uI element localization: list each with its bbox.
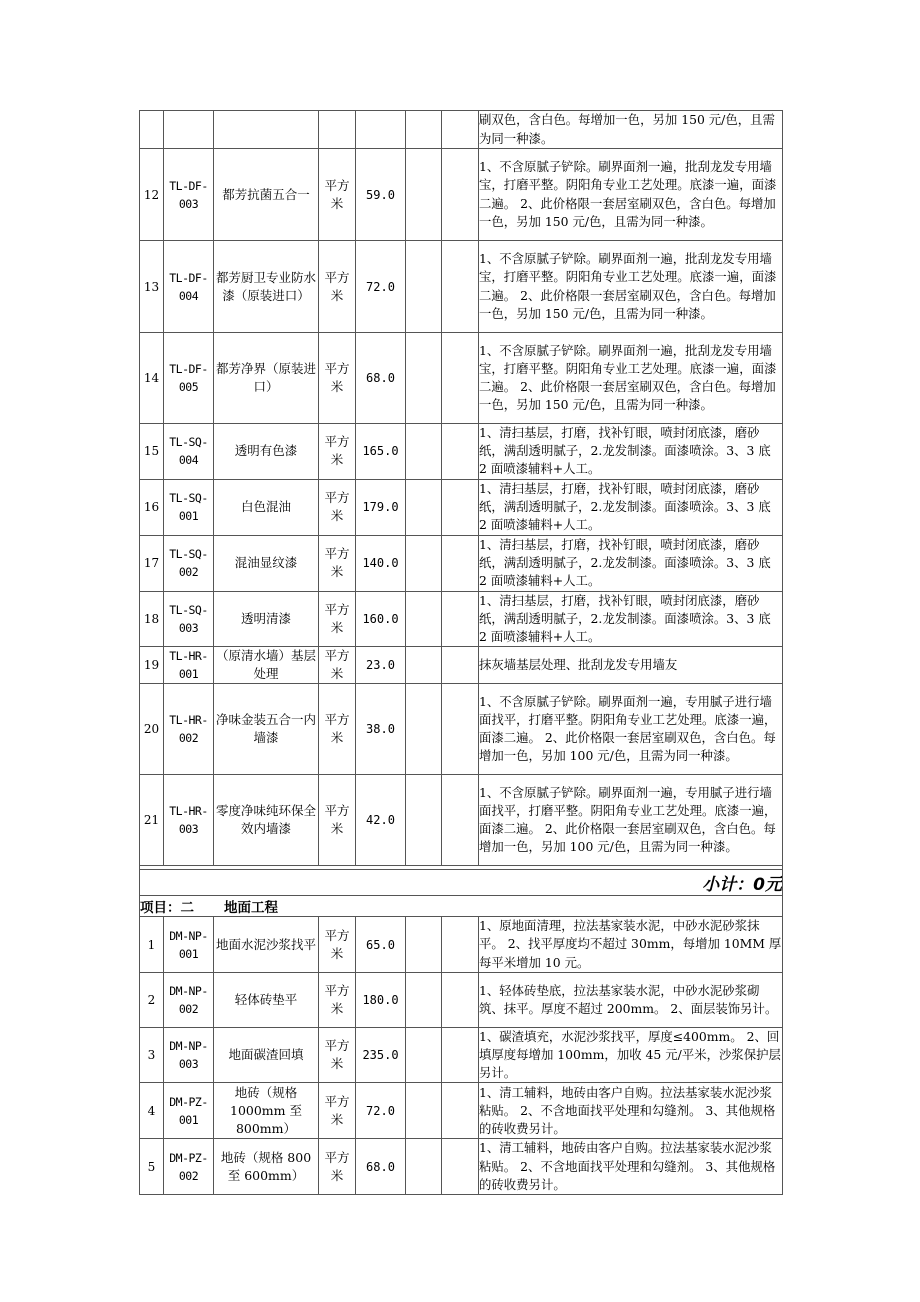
item-code: TL-HR-003	[164, 775, 214, 866]
item-name: 都芳抗菌五合一	[214, 149, 319, 241]
item-unit: 平方米	[319, 647, 356, 684]
item-code: TL-DF-004	[164, 241, 214, 333]
blank-cell	[442, 241, 479, 333]
item-price: 68.0	[356, 333, 406, 424]
item-code: TL-SQ-002	[164, 535, 214, 591]
blank-cell	[406, 775, 442, 866]
item-name: 地砖（规格 800 至 600mm）	[214, 1139, 319, 1195]
item-number: 20	[140, 684, 164, 775]
blank-cell	[442, 591, 479, 647]
item-price: 23.0	[356, 647, 406, 684]
name-cell	[214, 111, 319, 149]
blank-cell	[442, 775, 479, 866]
table-row-continued	[140, 111, 783, 149]
table-row	[140, 149, 783, 241]
blank-cell	[442, 1083, 479, 1139]
item-price: 180.0	[356, 972, 406, 1027]
item-code: TL-HR-001	[164, 647, 214, 684]
item-price: 160.0	[356, 591, 406, 647]
item-description: 1、轻体砖垫底，拉法基家装水泥，中砂水泥砂浆砌筑、抹平。厚度不超过 200mm。 2、面层装饰另计。	[479, 972, 783, 1027]
blank-cell	[442, 647, 479, 684]
table-row	[140, 241, 783, 333]
item-name: 地砖（规格 1000mm 至 800mm）	[214, 1083, 319, 1139]
subtotal: 小计：0元	[140, 870, 783, 896]
table-row	[140, 1027, 783, 1083]
item-number: 4	[140, 1083, 164, 1139]
table-row	[140, 591, 783, 647]
item-unit: 平方米	[319, 972, 356, 1027]
subtotal-row	[140, 870, 783, 896]
section-header-row	[140, 896, 783, 917]
item-price: 59.0	[356, 149, 406, 241]
item-code: DM-NP-003	[164, 1027, 214, 1083]
table-row	[140, 424, 783, 480]
item-name: 混油显纹漆	[214, 535, 319, 591]
item-price: 179.0	[356, 479, 406, 535]
item-description: 1、清工辅料，地砖由客户自购。拉法基家装水泥沙浆粘贴。 2、不含地面找平处理和勾缝剂。 3、其他规格的砖收费另计。	[479, 1083, 783, 1139]
blank-cell	[406, 1027, 442, 1083]
item-unit: 平方米	[319, 684, 356, 775]
item-price: 38.0	[356, 684, 406, 775]
table-row	[140, 917, 783, 973]
description-cell: 刷双色，含白色。每增加一色，另加 150 元/色，且需为同一种漆。	[479, 111, 783, 149]
item-description: 1、不含原腻子铲除。刷界面剂一遍，批刮龙发专用墙宝，打磨平整。阴阳角专业工艺处理。底漆一遍，面漆二遍。 2、此价格限一套居室刷双色，含白色。每增加一色，另加 150 元/色，且需为同一种漆。	[479, 333, 783, 424]
blank-cell	[442, 972, 479, 1027]
item-name: 透明清漆	[214, 591, 319, 647]
item-description: 1、清工辅料，地砖由客户自购。拉法基家装水泥沙浆粘贴。 2、不含地面找平处理和勾缝剂。 3、其他规格的砖收费另计。	[479, 1139, 783, 1195]
item-description: 抹灰墙基层处理、批刮龙发专用墙友	[479, 647, 783, 684]
code-cell	[164, 111, 214, 149]
blank-cell	[406, 535, 442, 591]
item-unit: 平方米	[319, 1139, 356, 1195]
item-number: 19	[140, 647, 164, 684]
blank-cell	[406, 241, 442, 333]
item-price: 140.0	[356, 535, 406, 591]
blank-cell	[406, 1139, 442, 1195]
blank-cell	[442, 333, 479, 424]
blank-cell	[442, 111, 479, 149]
item-unit: 平方米	[319, 917, 356, 973]
item-unit: 平方米	[319, 591, 356, 647]
item-number: 17	[140, 535, 164, 591]
blank-cell	[406, 479, 442, 535]
blank-cell	[442, 149, 479, 241]
section-header	[140, 896, 783, 917]
item-code: TL-HR-002	[164, 684, 214, 775]
item-price: 65.0	[356, 917, 406, 973]
section-label: 项目：二	[140, 900, 194, 917]
item-description: 1、不含原腻子铲除。刷界面剂一遍，专用腻子进行墙面找平，打磨平整。阴阳角专业工艺处理。底漆一遍，面漆二遍。 2、此价格限一套居室刷双色，含白色。每增加一色，另加 100 元/色，且需为同一种漆。	[479, 684, 783, 775]
blank-cell	[442, 479, 479, 535]
item-name: 都芳净界（原装进口）	[214, 333, 319, 424]
item-description: 1、清扫基层，打磨，找补钉眼，喷封闭底漆，磨砂纸，满刮透明腻子，2.龙发制漆。面漆喷涂。3、3 底 2 面喷漆辅料+人工。	[479, 535, 783, 591]
item-name: 都芳厨卫专业防水漆（原装进口）	[214, 241, 319, 333]
item-number: 5	[140, 1139, 164, 1195]
item-code: DM-NP-002	[164, 972, 214, 1027]
item-price: 165.0	[356, 424, 406, 480]
unit-cell	[319, 111, 356, 149]
blank-cell	[406, 111, 442, 149]
item-unit: 平方米	[319, 1083, 356, 1139]
item-price: 235.0	[356, 1027, 406, 1083]
item-code: TL-SQ-004	[164, 424, 214, 480]
item-unit: 平方米	[319, 149, 356, 241]
blank-cell	[406, 1083, 442, 1139]
item-code: TL-SQ-003	[164, 591, 214, 647]
blank-cell	[406, 972, 442, 1027]
section-title: 地面工程	[224, 900, 278, 917]
blank-cell	[442, 535, 479, 591]
item-number: 12	[140, 149, 164, 241]
item-unit: 平方米	[319, 479, 356, 535]
item-name: 地面碳渣回填	[214, 1027, 319, 1083]
item-code: TL-SQ-001	[164, 479, 214, 535]
item-price: 68.0	[356, 1139, 406, 1195]
item-description: 1、原地面清理，拉法基家装水泥，中砂水泥砂浆抹平。 2、找平厚度均不超过 30mm，每增加 10MM 厚每平米增加 10 元。	[479, 917, 783, 973]
item-unit: 平方米	[319, 424, 356, 480]
item-unit: 平方米	[319, 333, 356, 424]
item-name: 白色混油	[214, 479, 319, 535]
blank-cell	[442, 424, 479, 480]
item-unit: 平方米	[319, 775, 356, 866]
item-number: 13	[140, 241, 164, 333]
table-row	[140, 647, 783, 684]
table-row	[140, 1139, 783, 1195]
blank-cell	[442, 1027, 479, 1083]
item-price: 42.0	[356, 775, 406, 866]
table-row	[140, 479, 783, 535]
blank-cell	[442, 1139, 479, 1195]
table-row	[140, 972, 783, 1027]
blank-cell	[406, 333, 442, 424]
item-code: DM-PZ-002	[164, 1139, 214, 1195]
item-price: 72.0	[356, 241, 406, 333]
item-description: 1、不含原腻子铲除。刷界面剂一遍，专用腻子进行墙面找平，打磨平整。阴阳角专业工艺处理。底漆一遍，面漆二遍。 2、此价格限一套居室刷双色，含白色。每增加一色，另加 100 元/色，且需为同一种漆。	[479, 775, 783, 866]
blank-cell	[442, 917, 479, 973]
item-unit: 平方米	[319, 535, 356, 591]
blank-cell	[406, 647, 442, 684]
price-table	[139, 110, 783, 1195]
blank-cell	[406, 684, 442, 775]
item-code: TL-DF-003	[164, 149, 214, 241]
item-description: 1、清扫基层，打磨，找补钉眼，喷封闭底漆，磨砂纸，满刮透明腻子，2.龙发制漆。面漆喷涂。3、3 底 2 面喷漆辅料+人工。	[479, 479, 783, 535]
table-row	[140, 535, 783, 591]
blank-cell	[442, 684, 479, 775]
item-code: TL-DF-005	[164, 333, 214, 424]
item-unit: 平方米	[319, 241, 356, 333]
blank-cell	[406, 149, 442, 241]
item-description: 1、清扫基层，打磨，找补钉眼，喷封闭底漆，磨砂纸，满刮透明腻子，2.龙发制漆。面漆喷涂。3、3 底 2 面喷漆辅料+人工。	[479, 424, 783, 480]
item-unit: 平方米	[319, 1027, 356, 1083]
item-number: 14	[140, 333, 164, 424]
item-name: 地面水泥沙浆找平	[214, 917, 319, 973]
blank-cell	[406, 424, 442, 480]
item-name: （原清水墙）基层处理	[214, 647, 319, 684]
item-number: 15	[140, 424, 164, 480]
item-description: 1、不含原腻子铲除。刷界面剂一遍，批刮龙发专用墙宝，打磨平整。阴阳角专业工艺处理。底漆一遍，面漆二遍。 2、此价格限一套居室刷双色，含白色。每增加一色，另加 150 元/色，且需为同一种漆。	[479, 149, 783, 241]
item-description: 1、不含原腻子铲除。刷界面剂一遍，批刮龙发专用墙宝，打磨平整。阴阳角专业工艺处理。底漆一遍，面漆二遍。 2、此价格限一套居室刷双色，含白色。每增加一色，另加 150 元/色，且需为同一种漆。	[479, 241, 783, 333]
item-code: DM-NP-001	[164, 917, 214, 973]
item-number: 18	[140, 591, 164, 647]
item-name: 轻体砖垫平	[214, 972, 319, 1027]
price-cell	[356, 111, 406, 149]
item-number: 3	[140, 1027, 164, 1083]
item-number: 21	[140, 775, 164, 866]
table-row	[140, 775, 783, 866]
table-row	[140, 684, 783, 775]
item-code: DM-PZ-001	[164, 1083, 214, 1139]
no-cell	[140, 111, 164, 149]
item-description: 1、清扫基层，打磨，找补钉眼，喷封闭底漆，磨砂纸，满刮透明腻子，2.龙发制漆。面漆喷涂。3、3 底 2 面喷漆辅料+人工。	[479, 591, 783, 647]
table-row	[140, 333, 783, 424]
item-description: 1、碳渣填充，水泥沙浆找平，厚度≤400mm。 2、回填厚度每增加 100mm，加收 45 元/平米，沙浆保护层另计。	[479, 1027, 783, 1083]
item-price: 72.0	[356, 1083, 406, 1139]
item-name: 净味金装五合一内墙漆	[214, 684, 319, 775]
item-number: 1	[140, 917, 164, 973]
blank-cell	[406, 917, 442, 973]
item-number: 16	[140, 479, 164, 535]
table-row	[140, 1083, 783, 1139]
item-number: 2	[140, 972, 164, 1027]
blank-cell	[406, 591, 442, 647]
item-name: 零度净味纯环保全效内墙漆	[214, 775, 319, 866]
item-name: 透明有色漆	[214, 424, 319, 480]
